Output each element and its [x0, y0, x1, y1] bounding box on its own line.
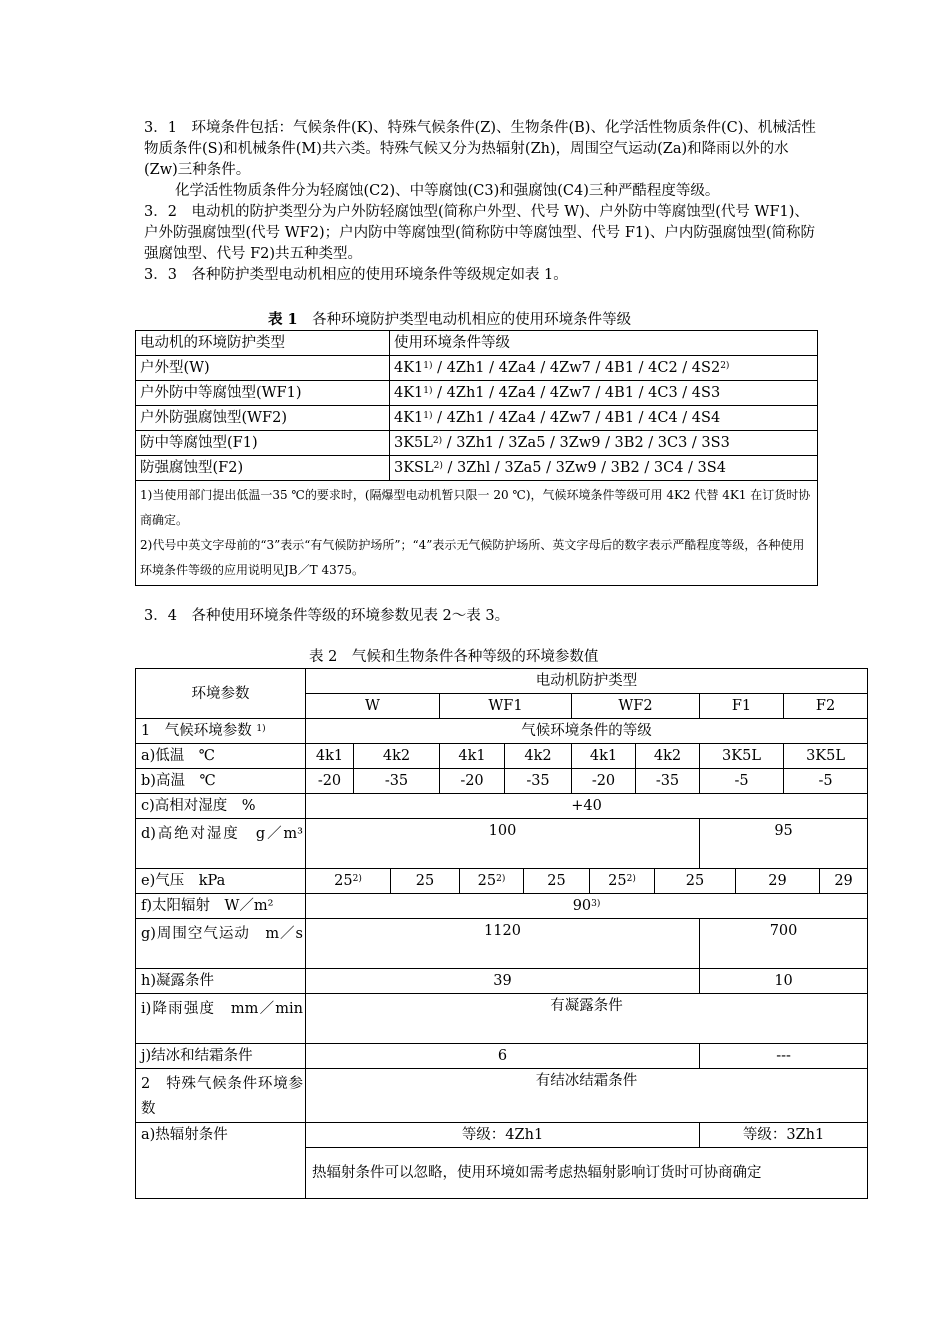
table-row [136, 481, 818, 586]
table-row [136, 331, 818, 356]
table1-type-cell: 防中等腐蚀型(F1) [136, 431, 390, 456]
table1-caption-number: 表 1 [268, 311, 298, 328]
table1-note-1: 1)当使用部门提出低温一35 ℃的要求时，(隔爆型电动机暂只限一 20 ℃)，气候环境条件等级可用 4K2 代替 4K1 在订货时协商确定。 [140, 488, 811, 527]
table2-cell: -20 [306, 769, 354, 794]
table-row [136, 969, 868, 994]
table2-icing-value-b: --- [700, 1044, 868, 1069]
table-row [136, 1123, 868, 1148]
table2-cell: 4k1 [572, 744, 636, 769]
table2-air-movement-value-b: 700 [700, 919, 868, 969]
table-row [136, 381, 818, 406]
table2-header-motor-type: 电动机防护类型 [306, 669, 868, 694]
table2-cell: -5 [700, 769, 784, 794]
table2-rel-humidity-value: +40 [306, 794, 868, 819]
table2-cell: -35 [636, 769, 700, 794]
table2-type-w: W [306, 694, 440, 719]
table-row [136, 456, 818, 481]
table2-air-movement-value-a: 1120 [306, 919, 700, 969]
table-row [136, 769, 868, 794]
table1-grade-cell: 3KSL$^{2)}$ / 3Zhl / 3Za5 / 3Zw9 / 3B2 / 3C4 / 3S4 [390, 456, 818, 481]
table2-condensation-label: h)凝露条件 [136, 969, 306, 994]
table2-low-temp-label: a)低温 ℃ [136, 744, 306, 769]
table1-header-grade: 使用环境条件等级 [390, 331, 818, 356]
table2-heat-grade-a: 等级：4Zh1 [306, 1123, 700, 1148]
table2-type-f2: F2 [784, 694, 868, 719]
paragraph-3-4: 3．4 各种使用环境条件等级的环境参数见表 2～表 3。 [144, 608, 510, 624]
table2-section2-label: 2 特殊气候条件环境参数 [136, 1069, 306, 1123]
table-row [136, 794, 868, 819]
table2-header-env-param: 环境参数 [136, 669, 306, 719]
table2-icing-label: j)结冰和结霜条件 [136, 1044, 306, 1069]
table-row [136, 1069, 868, 1123]
table-row [136, 819, 868, 869]
table-row [136, 1044, 868, 1069]
table2-heat-description: 热辐射条件可以忽略，使用环境如需考虑热辐射影响订货时可协商确定 [306, 1148, 868, 1199]
table2-caption-number: 表 2 [309, 649, 338, 665]
paragraph-3-3: 3．3 各种防护类型电动机相应的使用环境条件等级规定如表 1。 [144, 267, 568, 283]
table2-condensation-value-a: 39 [306, 969, 700, 994]
table1-type-cell: 防强腐蚀型(F2) [136, 456, 390, 481]
table1-caption [268, 311, 631, 329]
table1-header-type: 电动机的环境防护类型 [136, 331, 390, 356]
table2-type-wf1: WF1 [440, 694, 572, 719]
table2-caption-text: 气候和生物条件各种等级的环境参数值 [351, 649, 599, 665]
table2-cell: 25 [655, 869, 736, 894]
table-row [136, 406, 818, 431]
paragraph-3-2: 3．2 电动机的防护类型分为户外防轻腐蚀型(简称户外型、代号 W)、户外防中等腐蚀型(代号 WF1)、户外防强腐蚀型(代号 WF2)；户内防中等腐蚀型(简称防中等腐蚀型、代号 F1)、户内防强腐蚀型(简称防强腐蚀型、代号 F2)共五种类型。 [144, 204, 815, 262]
table-row [136, 356, 818, 381]
table2-heat-radiation-label: a)热辐射条件 [136, 1123, 306, 1199]
table2-cell: 29 [820, 869, 868, 894]
paragraph-3-1-chemical: 化学活性物质条件分为轻腐蚀(C2)、中等腐蚀(C3)和强腐蚀(C4)三种严酷程度等级。 [175, 183, 720, 199]
table2-cell: 4k2 [636, 744, 700, 769]
table-row [136, 431, 818, 456]
table1-grade-cell: 4K1$^{1)}$ / 4Zh1 / 4Za4 / 4Zw7 / 4B1 / 4C4 / 4S4 [390, 406, 818, 431]
table2-section1-value: 气候环境条件的等级 [306, 719, 868, 744]
table2-cell: 4k2 [354, 744, 440, 769]
table1-grade-cell: $3K5L^{2)} / 3Zh1 / 3Za5 / 3Zw9 / 3B2 / 3C3 / 3S3$ [390, 431, 818, 456]
table2-heat-grade-b: 等级：3Zh1 [700, 1123, 868, 1148]
table2 [135, 668, 868, 1199]
table2-condensation-value-b: 10 [700, 969, 868, 994]
table1-type-cell: 户外型(W) [136, 356, 390, 381]
table2-pressure-label: e)气压 kPa [136, 869, 306, 894]
table2-cell: 25 [391, 869, 460, 894]
table2-solar-label: f)太阳辐射 W／m² [136, 894, 306, 919]
table2-cell: -20 [572, 769, 636, 794]
table2-abs-humidity-value-b: 95 [700, 819, 868, 869]
table2-section1-label: 1 气候环境参数 $^{1)}$ [136, 719, 306, 744]
table-row [136, 894, 868, 919]
table1-type-cell: 户外防强腐蚀型(WF2) [136, 406, 390, 431]
table2-cell: 3K5L [700, 744, 784, 769]
table2-solar-value: 90$^{3)}$ [306, 894, 868, 919]
table2-cell: 25$^{2)}$ [460, 869, 524, 894]
table2-high-temp-label: b)高温 ℃ [136, 769, 306, 794]
table2-cell: 4k1 [440, 744, 505, 769]
table2-icing-value-a: 6 [306, 1044, 700, 1069]
table1-grade-cell: 4K1$^{1)}$ / 4Zh1 / 4Za4 / 4Zw7 / 4B1 / 4C2 / 4S2$^{2)}$ [390, 356, 818, 381]
table2-cell: 25 [524, 869, 590, 894]
table-row [136, 869, 868, 894]
table-row [136, 994, 868, 1044]
table2-rain-label: i)降雨强度 mm／min [136, 994, 306, 1044]
table-row [136, 669, 868, 694]
table2-air-movement-label: g)周围空气运动 m／s [136, 919, 306, 969]
table2-abs-humidity-value-a: 100 [306, 819, 700, 869]
table2-cell: 3K5L [784, 744, 868, 769]
table1 [135, 330, 818, 586]
table1-type-cell: 户外防中等腐蚀型(WF1) [136, 381, 390, 406]
table-row [136, 919, 868, 969]
table2-rain-value: 有凝露条件 [306, 994, 868, 1044]
table2-rel-humidity-label: c)高相对湿度 % [136, 794, 306, 819]
table2-cell: -35 [505, 769, 572, 794]
table2-cell: -20 [440, 769, 505, 794]
table1-note-2: 2)代号中英文字母前的“3”表示“有气候防护场所”；“4”表示无气候防护场所、英文字母后的数字表示严酷程度等级，各种使用环境条件等级的应用说明见JB／T 4375。 [140, 538, 805, 577]
table2-abs-humidity-label: d)高绝对湿度 g／m³ [136, 819, 306, 869]
table2-cell: 4k2 [505, 744, 572, 769]
table1-caption-text: 各种环境防护类型电动机相应的使用环境条件等级 [312, 312, 632, 328]
table2-type-wf2: WF2 [572, 694, 700, 719]
table2-cell: 4k1 [306, 744, 354, 769]
table2-type-f1: F1 [700, 694, 784, 719]
table2-caption [309, 648, 598, 666]
table2-cell: 25$^{2)}$ [306, 869, 391, 894]
table1-notes [136, 481, 818, 586]
table1-grade-cell: 4K1$^{1)}$ / 4Zh1 / 4Za4 / 4Zw7 / 4B1 / 4C3 / 4S3 [390, 381, 818, 406]
table2-cell: 25$^{2)}$ [590, 869, 655, 894]
table-row [136, 719, 868, 744]
paragraph-3-1: 3．1 环境条件包括：气候条件(K)、特殊气候条件(Z)、生物条件(B)、化学活性物质条件(C)、机械活性物质条件(S)和机械条件(M)共六类。特殊气候又分为热辐射(Zh)，周围空气运动(Za)和降雨以外的水(Zw)三种条件。 [144, 120, 816, 178]
table2-cell: -35 [354, 769, 440, 794]
table2-section2-value: 有结冰结霜条件 [306, 1069, 868, 1123]
table2-cell: -5 [784, 769, 868, 794]
table2-cell: 29 [736, 869, 820, 894]
table-row [136, 744, 868, 769]
